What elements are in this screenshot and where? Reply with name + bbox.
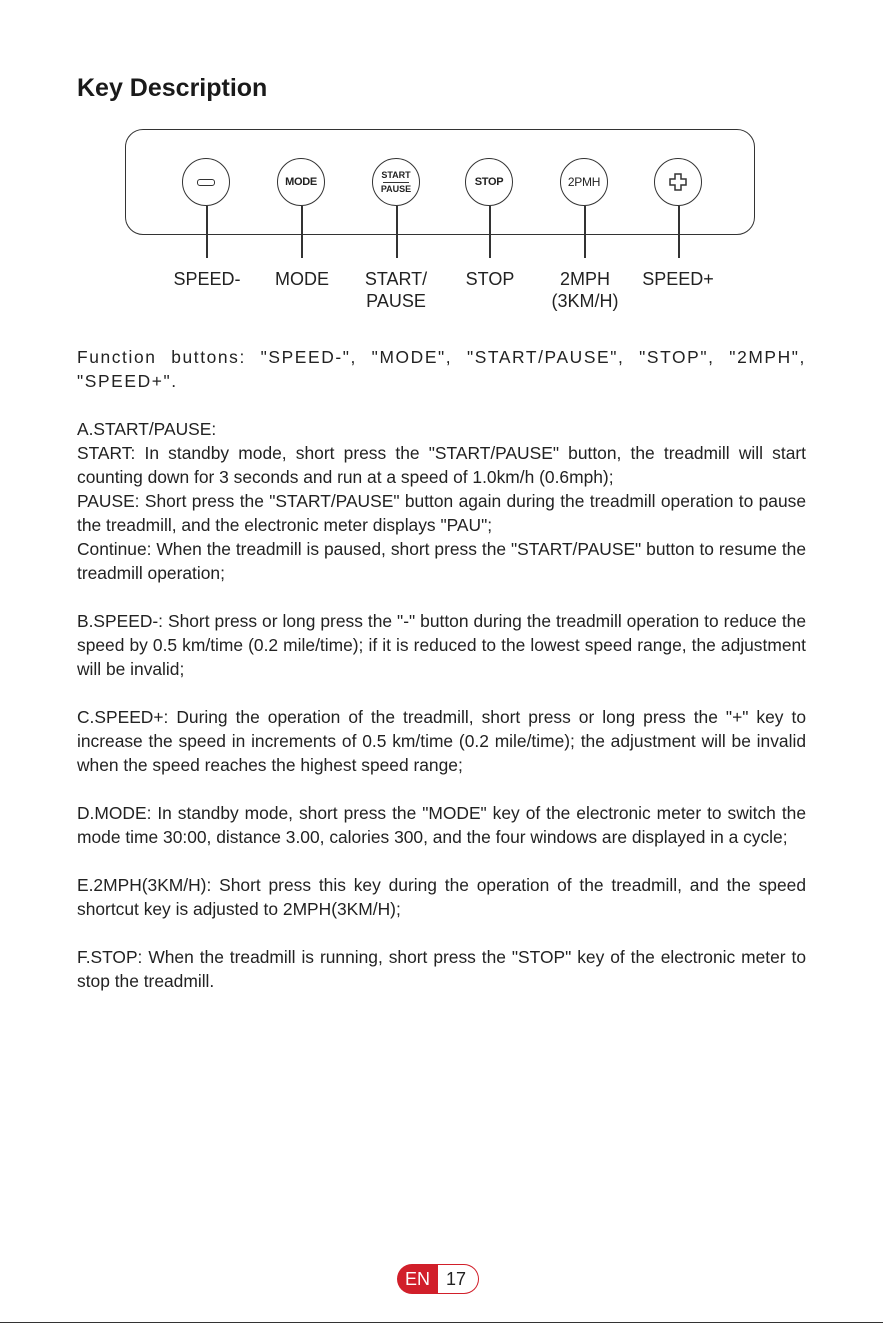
intro-paragraph: Function buttons: "SPEED-", "MODE", "START/PAUSE", "STOP", "2MPH", "SPEED+".: [77, 347, 806, 391]
stop-button: [465, 158, 513, 206]
start-button-label: START: [381, 169, 411, 180]
leader-line: [678, 206, 680, 258]
mode-paragraph: D.MODE: In standby mode, short press the "MODE" key of the electronic meter to switch the mode time 30:00, distance 3.00, calories 300, and the four windows are displayed in a cycle;: [77, 803, 806, 847]
label-stop: STOP: [465, 269, 515, 289]
start-pause-button: [372, 158, 420, 206]
section-heading: A.START/PAUSE:: [77, 419, 217, 439]
pause-button-label: PAUSE: [380, 183, 412, 194]
stop-paragraph: F.STOP: When the treadmill is running, short press the "STOP" key of the electronic meter to stop the treadmill.: [77, 947, 806, 991]
description-body: [77, 345, 806, 1017]
speed-plus-paragraph: C.SPEED+: During the operation of the treadmill, short press or long press the "+" key to increase the speed in increments of 0.5 km/time (0.2 mile/time); the adjustment will be invalid when the speed reaches the highest speed range;: [77, 707, 806, 775]
speed-minus-button: [182, 158, 230, 206]
section-start-pause: [77, 417, 806, 585]
leader-line: [206, 206, 208, 258]
leader-line: [301, 206, 303, 258]
page-title: Key Description: [77, 74, 268, 102]
page-footer: [397, 1264, 479, 1294]
label-start-pause: START/ PAUSE: [364, 269, 428, 311]
label-mode: MODE: [275, 269, 329, 289]
pause-paragraph: PAUSE: Short press the "START/PAUSE" button again during the treadmill operation to pause the treadmill, and the electronic meter displays "PAU";: [77, 491, 806, 535]
label-speed-minus: SPEED-: [173, 269, 241, 289]
plus-icon: [668, 172, 688, 192]
leader-line: [489, 206, 491, 258]
page-number: 17: [438, 1264, 479, 1294]
button-divider: [383, 182, 409, 183]
stop-button-label: STOP: [474, 176, 504, 188]
continue-paragraph: Continue: When the treadmill is paused, short press the "START/PAUSE" button to resume the treadmill operation;: [77, 539, 806, 583]
2mph-button: [560, 158, 608, 206]
start-paragraph: START: In standby mode, short press the "START/PAUSE" button, the treadmill will start counting down for 3 seconds and run at a speed of 1.0km/h (0.6mph);: [77, 443, 806, 487]
label-speed-plus: SPEED+: [642, 269, 714, 289]
minus-icon: [197, 179, 215, 186]
bottom-rule: [0, 1322, 883, 1323]
mode-button: [277, 158, 325, 206]
label-2mph: 2MPH (3KM/H): [551, 269, 619, 311]
leader-line: [396, 206, 398, 258]
2mph-button-label: 2PMH: [567, 175, 601, 189]
leader-line: [584, 206, 586, 258]
mode-button-label: MODE: [285, 176, 317, 188]
speed-minus-paragraph: B.SPEED-: Short press or long press the "-" button during the treadmill operation to reduce the speed by 0.5 km/time (0.2 mile/time); if it is reduced to the lowest speed range, the adjustment will be invalid;: [77, 611, 806, 679]
2mph-paragraph: E.2MPH(3KM/H): Short press this key during the operation of the treadmill, and the speed shortcut key is adjusted to 2MPH(3KM/H);: [77, 875, 806, 919]
language-badge: EN: [397, 1264, 438, 1294]
speed-plus-button: [654, 158, 702, 206]
